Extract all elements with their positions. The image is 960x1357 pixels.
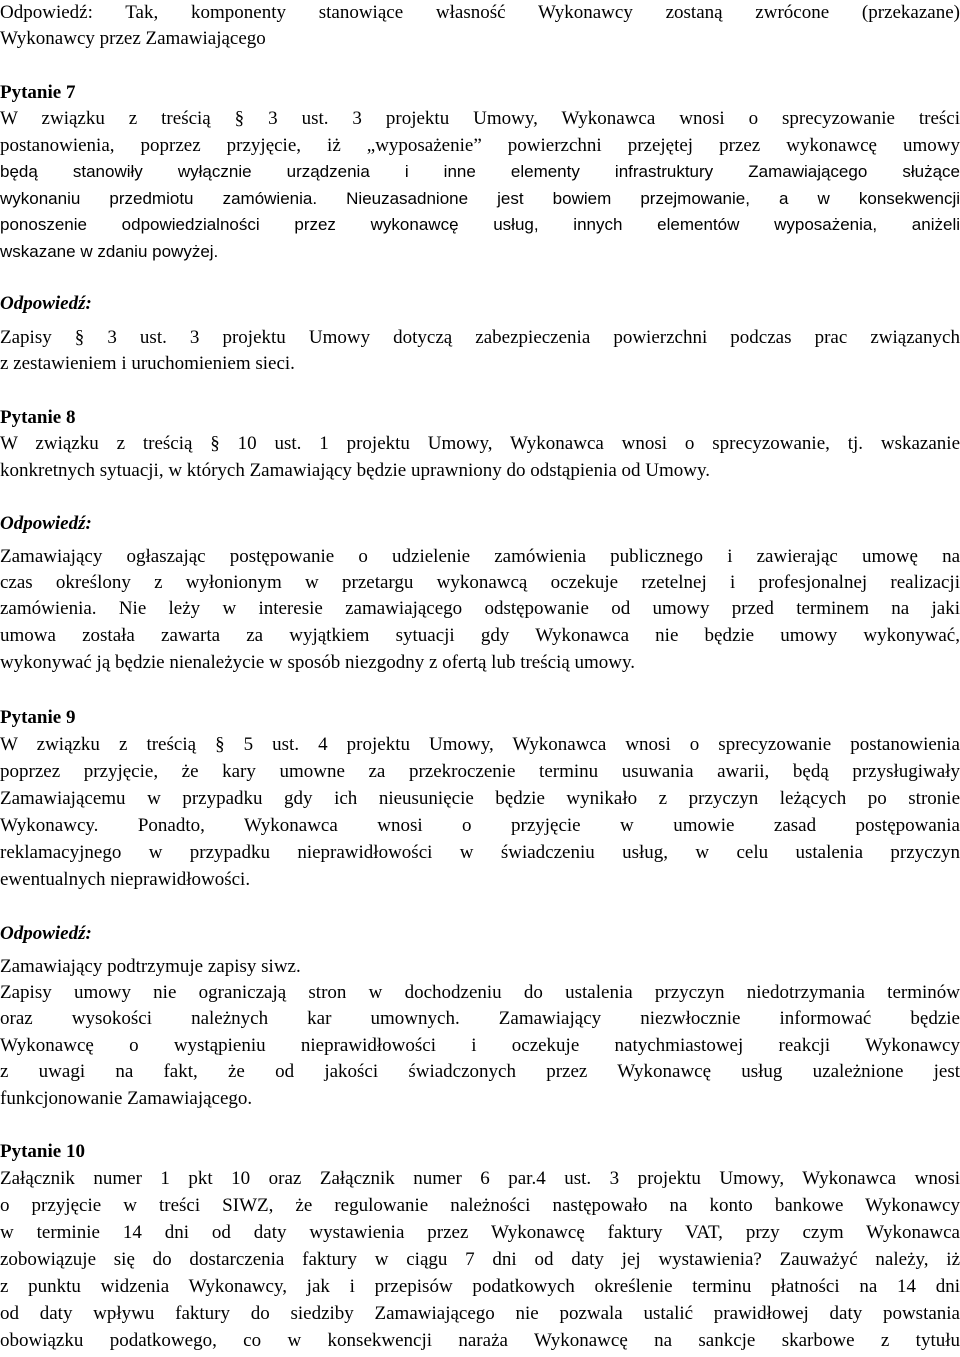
question-7-line-4: wykonaniu przedmiotu zamówienia. Nieuzasadnione jest bowiem przejmowanie, a w konsekwencji — [0, 189, 960, 208]
answer-9-line-3: oraz wysokości należnych kar umownych. Zamawiający niezwłocznie informować będzie — [0, 1008, 960, 1029]
answer-8-line-5: wykonywać ją będzie nienależycie w sposób niezgodny z ofertą lub treścią umowy. — [0, 652, 636, 673]
question-10-line-1: Załącznik numer 1 pkt 10 oraz Załącznik numer 6 par.4 ust. 3 projektu Umowy, Wykonawca wnosi — [0, 1168, 960, 1189]
question-7-line-6: wskazane w zdaniu powyżej. — [0, 242, 219, 261]
answer-9-line-2: Zapisy umowy nie ograniczają stron w dochodzeniu do ustalenia przyczyn niedotrzymania terminów — [0, 982, 960, 1003]
question-8-line-2: konkretnych sytuacji, w których Zamawiający będzie uprawniony do odstąpienia od Umowy. — [0, 460, 711, 481]
answer-6-line-1: Odpowiedź: Tak, komponenty stanowiące własność Wykonawcy zostaną zwrócone (przekazane) — [0, 2, 960, 23]
question-10-line-3: w terminie 14 dni od daty wystawienia przez Wykonawcę faktury VAT, przy czym Wykonawca — [0, 1222, 960, 1243]
question-9-line-3: Zamawiającemu w przypadku gdy ich nieusunięcie będzie wynikało z przyczyn leżących po stronie — [0, 788, 960, 809]
question-9-heading: Pytanie 9 — [0, 707, 76, 728]
answer-9-line-5: z uwagi na fakt, że od jakości świadczonych przez Wykonawcę usług uzależnione jest — [0, 1061, 960, 1082]
question-7-line-1: W związku z treścią § 3 ust. 3 projektu Umowy, Wykonawca wnosi o sprecyzowanie treści — [0, 108, 960, 129]
answer-9-line-4: Wykonawcę o wystąpieniu nieprawidłowości i oczekuje natychmiastowej reakcji Wykonawcy — [0, 1035, 960, 1056]
question-9-line-4: Wykonawcy. Ponadto, Wykonawca wnosi o przyjęcie w umowie zasad postępowania — [0, 815, 960, 836]
question-10-line-2: o przyjęcie w treści SIWZ, że regulowanie należności następowało na konto bankowe Wykonawcy — [0, 1195, 960, 1216]
question-10-line-5: z punktu widzenia Wykonawcy, jak i przepisów podatkowych określenie terminu płatności na 14 dni — [0, 1276, 960, 1297]
question-7-heading: Pytanie 7 — [0, 82, 76, 103]
question-9-line-1: W związku z treścią § 5 ust. 4 projektu Umowy, Wykonawca wnosi o sprecyzowanie postanowienia — [0, 734, 960, 755]
question-7-line-5: ponoszenie odpowiedzialności przez wykonawcę usług, innych elementów wyposażenia, aniżeli — [0, 215, 960, 234]
answer-8-line-2: czas określony z wyłonionym w przetargu wykonawcą oczekuje rzetelnej i profesjonalnej realizacji — [0, 572, 960, 593]
answer-6-line-2: Wykonawcy przez Zamawiającego — [0, 28, 266, 49]
question-7-line-3: będą stanowiły wyłącznie urządzenia i inne elementy infrastruktury Zamawiającego służące — [0, 162, 960, 181]
question-8-line-1: W związku z treścią § 10 ust. 1 projektu Umowy, Wykonawca wnosi o sprecyzowanie, tj. wskazanie — [0, 433, 960, 454]
question-10-heading: Pytanie 10 — [0, 1141, 85, 1162]
question-9-line-2: poprzez przyjęcie, że kary umowne za przekroczenie terminu usuwania awarii, będą przysługiwały — [0, 761, 960, 782]
answer-8-line-3: zamówienia. Nie leży w interesie zamawiającego odstępowanie od umowy przed terminem na jaki — [0, 598, 960, 619]
answer-7-line-1: Zapisy § 3 ust. 3 projektu Umowy dotyczą zabezpieczenia powierzchni podczas prac związanych — [0, 327, 960, 348]
answer-8-line-4: umowa została zawarta za wyjątkiem sytuacji gdy Wykonawca nie będzie umowy wykonywać, — [0, 625, 960, 646]
answer-8-heading: Odpowiedź: — [0, 513, 92, 534]
answer-8-line-1: Zamawiający ogłaszając postępowanie o udzielenie zamówienia publicznego i zawierając umowę na — [0, 546, 960, 567]
question-8-heading: Pytanie 8 — [0, 407, 76, 428]
answer-7-heading: Odpowiedź: — [0, 293, 92, 314]
question-10-line-7: obowiązku podatkowego, co w konsekwencji naraża Wykonawcę na sankcje skarbowe z tytułu — [0, 1330, 960, 1351]
question-7-line-2: postanowienia, poprzez przyjęcie, iż „wyposażenie” powierzchni przejętej przez wykonawcę umowy — [0, 135, 960, 156]
answer-9-line-6: funkcjonowanie Zamawiającego. — [0, 1088, 253, 1109]
answer-9-heading: Odpowiedź: — [0, 923, 92, 944]
answer-9-line-1: Zamawiający podtrzymuje zapisy siwz. — [0, 956, 301, 977]
question-9-line-6: ewentualnych nieprawidłowości. — [0, 869, 251, 890]
question-10-line-6: od daty wpływu faktury do siedziby Zamawiającego nie pozwala ustalić prawidłowej daty powstania — [0, 1303, 960, 1324]
question-9-line-5: reklamacyjnego w przypadku nieprawidłowości w świadczeniu usług, w celu ustalenia przyczyn — [0, 842, 960, 863]
answer-7-line-2: z zestawieniem i uruchomieniem sieci. — [0, 353, 295, 374]
question-10-line-4: zobowiązuje się do dostarczenia faktury w ciągu 7 dni od daty jej wystawienia? Zauważyć należy, iż — [0, 1249, 960, 1270]
